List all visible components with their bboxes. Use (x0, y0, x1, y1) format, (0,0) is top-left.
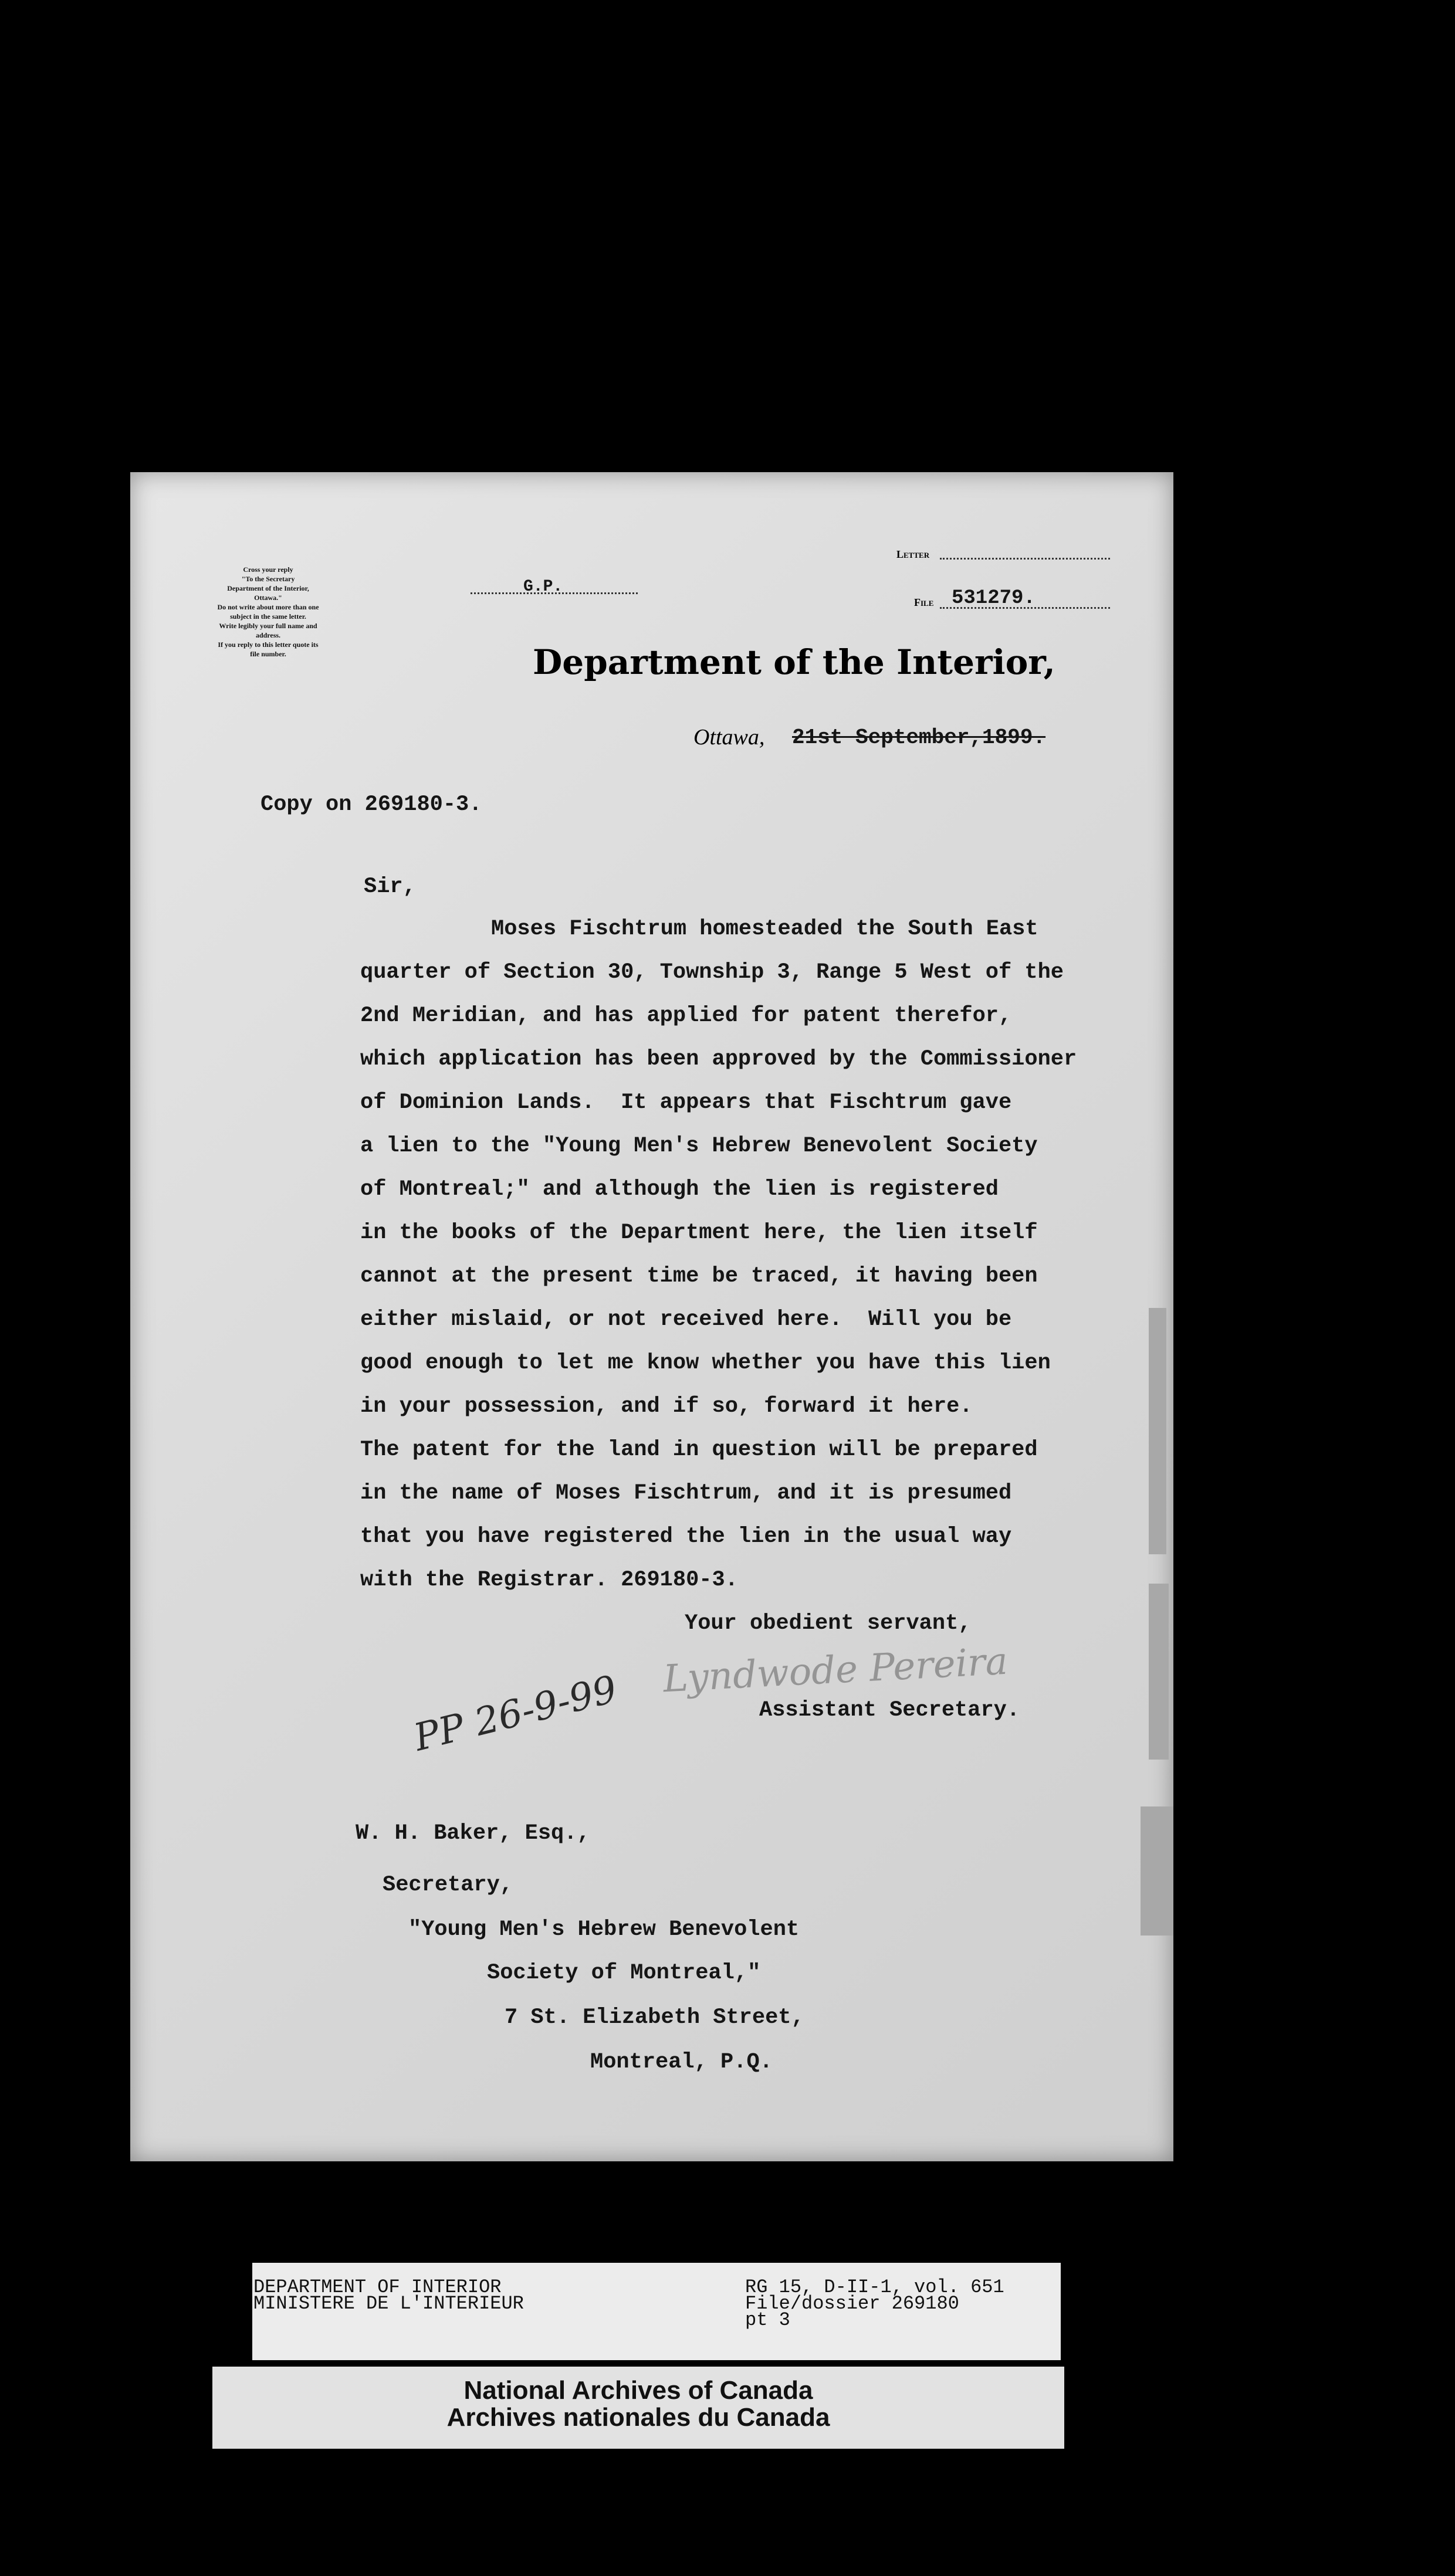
instruction-line: subject in the same letter. (230, 612, 306, 621)
archive-name-en: National Archives of Canada (463, 2376, 813, 2405)
address-line: "Young Men's Hebrew Benevolent (408, 1917, 800, 1942)
reply-instructions (183, 565, 353, 659)
body-line: in the books of the Department here, the lien itself (360, 1221, 1038, 1245)
address-line: Society of Montreal," (487, 1961, 761, 1985)
address-line: Montreal, P.Q. (590, 2050, 773, 2075)
address-line: 7 St. Elizabeth Street, (505, 2005, 804, 2030)
address-line: W. H. Baker, Esq., (356, 1821, 590, 1846)
instruction-line: Ottawa." (254, 594, 282, 602)
attachment-tab (1149, 1584, 1169, 1760)
instruction-line: Cross your reply (243, 565, 293, 574)
instruction-line: "To the Secretary (241, 575, 295, 583)
body-line: in the name of Moses Fischtrum, and it is presumed (360, 1481, 1012, 1506)
part-number: pt 3 (745, 2309, 790, 2331)
department-label-en: DEPARTMENT OF INTERIOR (253, 2276, 502, 2298)
letter-line (940, 558, 1110, 560)
record-group: RG 15, D-II-1, vol. 651 (745, 2276, 1004, 2298)
file-dossier: File/dossier 269180 (745, 2293, 959, 2314)
instruction-line: file number. (250, 650, 286, 658)
handwritten-date: PP 26-9-99 (410, 1667, 622, 1760)
body-line: with the Registrar. 269180-3. (360, 1568, 738, 1592)
instruction-line: address. (255, 631, 281, 639)
archive-banner (212, 2367, 1064, 2449)
body-line: which application has been approved by the Commissioner (360, 1047, 1077, 1072)
letter-label: Letter (896, 548, 930, 560)
date: 21st September,1899. (792, 726, 1046, 750)
file-number: 531279. (952, 587, 1036, 609)
body-line: Moses Fischtrum homesteaded the South East (491, 917, 1038, 941)
salutation: Sir, (364, 875, 416, 899)
address-line: Secretary, (383, 1873, 513, 1897)
department-label-fr: MINISTERE DE L'INTERIEUR (253, 2293, 524, 2314)
body-line: a lien to the "Young Men's Hebrew Benevolent Society (360, 1134, 1038, 1158)
attachment-tab (1149, 1308, 1166, 1554)
initials: G.P. (523, 578, 563, 596)
instruction-line: Do not write about more than one (217, 603, 319, 611)
attachment-tab (1141, 1806, 1173, 1936)
body-line: quarter of Section 30, Township 3, Range 5 West of the (360, 960, 1064, 985)
body-line: good enough to let me know whether you have this lien (360, 1351, 1051, 1375)
signature: Lyndwode Pereira (662, 1639, 1009, 1701)
instruction-line: If you reply to this letter quote its (218, 640, 319, 649)
body-line: cannot at the present time be traced, it having been (360, 1264, 1038, 1289)
body-line: The patent for the land in question will be prepared (360, 1438, 1038, 1462)
file-label: File (914, 596, 934, 608)
copy-note: Copy on 269180-3. (260, 792, 482, 817)
letter-page (130, 472, 1173, 2161)
body-line: in your possession, and if so, forward it here. (360, 1394, 973, 1419)
body-line: of Montreal;" and although the lien is registered (360, 1177, 999, 1202)
place: Ottawa, (693, 725, 765, 750)
closing: Your obedient servant, (685, 1611, 972, 1636)
department-title: Department of the Interior, (533, 642, 1055, 682)
instruction-line: Department of the Interior, (227, 584, 309, 592)
body-line: either mislaid, or not received here. Will you be (360, 1307, 1012, 1332)
body-line: of Dominion Lands. It appears that Fischtrum gave (360, 1090, 1012, 1115)
instruction-line: Write legibly your full name and (219, 622, 317, 630)
body-line: that you have registered the lien in the usual way (360, 1524, 1012, 1549)
archive-name-fr: Archives nationales du Canada (446, 2403, 830, 2432)
archive-reference-label (252, 2263, 1061, 2360)
signer-title: Assistant Secretary. (759, 1698, 1020, 1723)
body-line: 2nd Meridian, and has applied for patent therefor, (360, 1004, 1012, 1028)
